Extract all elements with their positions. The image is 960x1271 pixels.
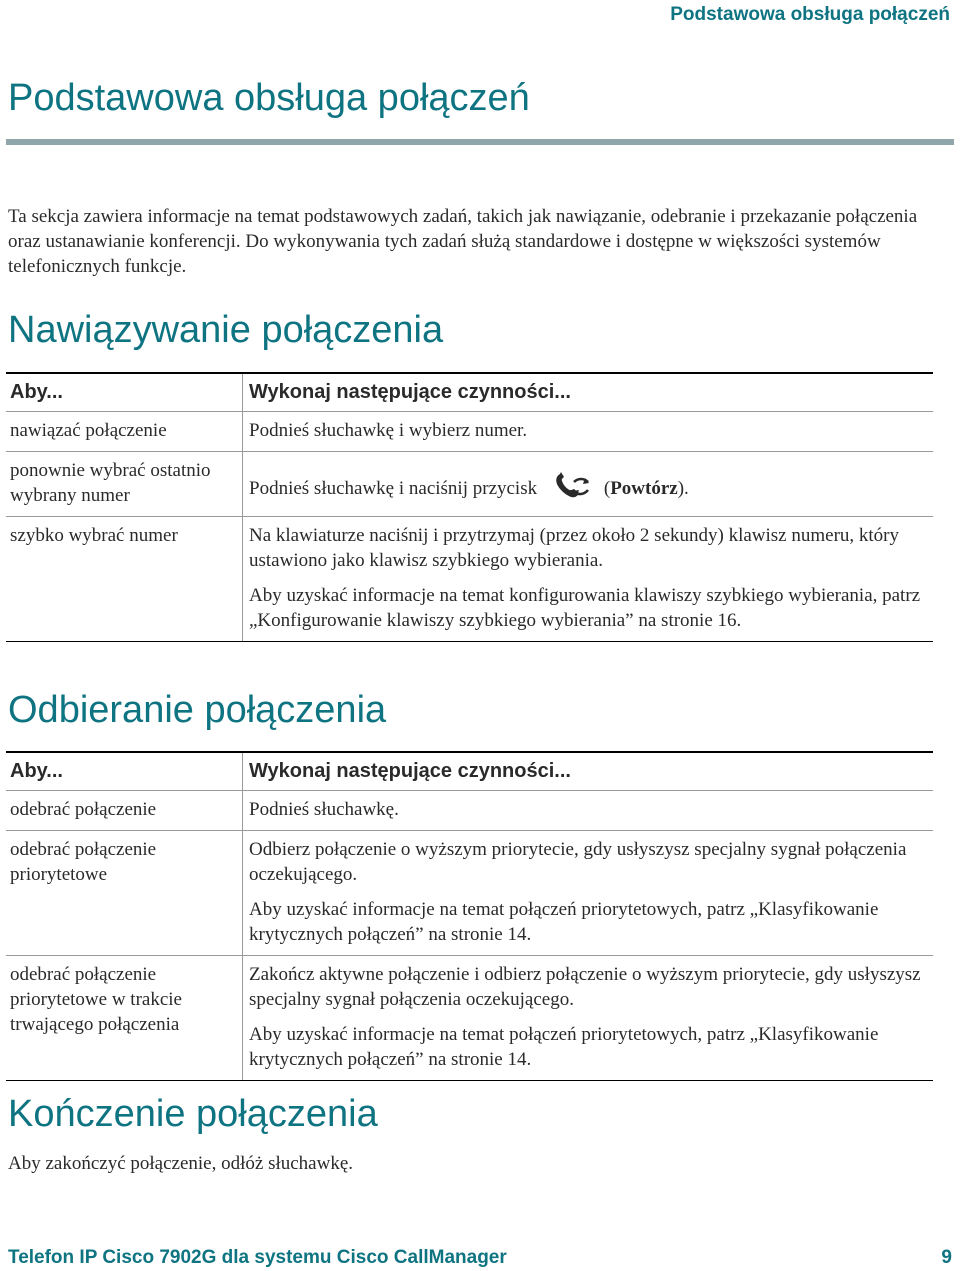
- table-row: [6, 412, 933, 452]
- intro-paragraph: Ta sekcja zawiera informacje na temat podstawowych zadań, takich jak nawiązanie, odebranie i przekazanie połączenia oraz ustanawianie konferencji. Do wykonywania tych zadań służą standardowe i dostępne w większości systemów telefonicznych funkcje.: [8, 206, 918, 277]
- steps-cell: [243, 791, 934, 831]
- step-text: Aby uzyskać informacje na temat połączeń priorytetowych, patrz „Klasyfikowanie krytycznych połączeń” na stronie 14.: [249, 899, 879, 945]
- task-cell: nawiązać połączenie: [6, 412, 243, 452]
- col-header-task: Aby...: [6, 373, 243, 412]
- task-cell: odebrać połączenie priorytetowe: [6, 831, 243, 956]
- step-text: Podnieś słuchawkę i wybierz numer.: [249, 420, 528, 441]
- steps-cell: [243, 831, 934, 956]
- redial-icon: [552, 468, 596, 508]
- running-header: Podstawowa obsługa połączeń: [670, 4, 950, 25]
- step-text: Odbierz połączenie o wyższym priorytecie, gdy usłyszysz specjalny sygnał połączenia oczekującego.: [249, 839, 907, 885]
- task-cell: ponownie wybrać ostatnio wybrany numer: [6, 452, 243, 517]
- section-heading-answering: Odbieranie połączenia: [8, 689, 387, 731]
- table-row: [6, 791, 933, 831]
- ending-text: Aby zakończyć połączenie, odłóż słuchawkę.: [8, 1153, 354, 1174]
- page-number: 9: [941, 1247, 952, 1268]
- table-row: [6, 452, 933, 517]
- step-text: Zakończ aktywne połączenie i odbierz połączenie o wyższym priorytecie, gdy usłyszysz specjalny sygnał połączenia oczekującego.: [249, 964, 921, 1010]
- col-header-steps: Wykonaj następujące czynności...: [243, 373, 934, 412]
- steps-cell: [243, 412, 934, 452]
- task-cell: odebrać połączenie priorytetowe w trakcie trwającego połączenia: [6, 956, 243, 1081]
- step-text: Aby uzyskać informacje na temat połączeń priorytetowych, patrz „Klasyfikowanie krytycznych połączeń” na stronie 14.: [249, 1024, 879, 1070]
- task-cell: szybko wybrać numer: [6, 517, 243, 642]
- task-cell: odebrać połączenie: [6, 791, 243, 831]
- col-header-task: Aby...: [6, 752, 243, 791]
- col-header-steps: Wykonaj następujące czynności...: [243, 752, 934, 791]
- section-heading-placing: Nawiązywanie połączenia: [8, 309, 444, 351]
- step-text: Aby uzyskać informacje na temat konfigurowania klawiszy szybkiego wybierania, patrz „Konfigurowanie klawiszy szybkiego wybierania” na stronie 16.: [249, 585, 921, 631]
- table-row: [6, 831, 933, 956]
- page-title: Podstawowa obsługa połączeń: [8, 77, 530, 119]
- steps-cell: [243, 517, 934, 642]
- steps-cell: Podnieś słuchawkę i naciśnij przycisk (Powtórz).: [243, 452, 934, 517]
- answering-call-table: [6, 751, 933, 1081]
- step-text: Podnieś słuchawkę i naciśnij przycisk: [249, 478, 538, 499]
- section-heading-ending: Kończenie połączenia: [8, 1093, 378, 1135]
- table-row: [6, 517, 933, 642]
- title-divider: [6, 139, 954, 145]
- placing-call-table: [6, 372, 933, 642]
- table-row: [6, 956, 933, 1081]
- steps-cell: [243, 956, 934, 1081]
- footer-title: Telefon IP Cisco 7902G dla systemu Cisco CallManager: [8, 1247, 507, 1268]
- redial-button-label: Powtórz: [610, 478, 678, 499]
- step-text: Na klawiaturze naciśnij i przytrzymaj (przez około 2 sekundy) klawisz numeru, który ustawiono jako klawisz szybkiego wybierania.: [249, 525, 900, 571]
- step-text: Podnieś słuchawkę.: [249, 799, 399, 820]
